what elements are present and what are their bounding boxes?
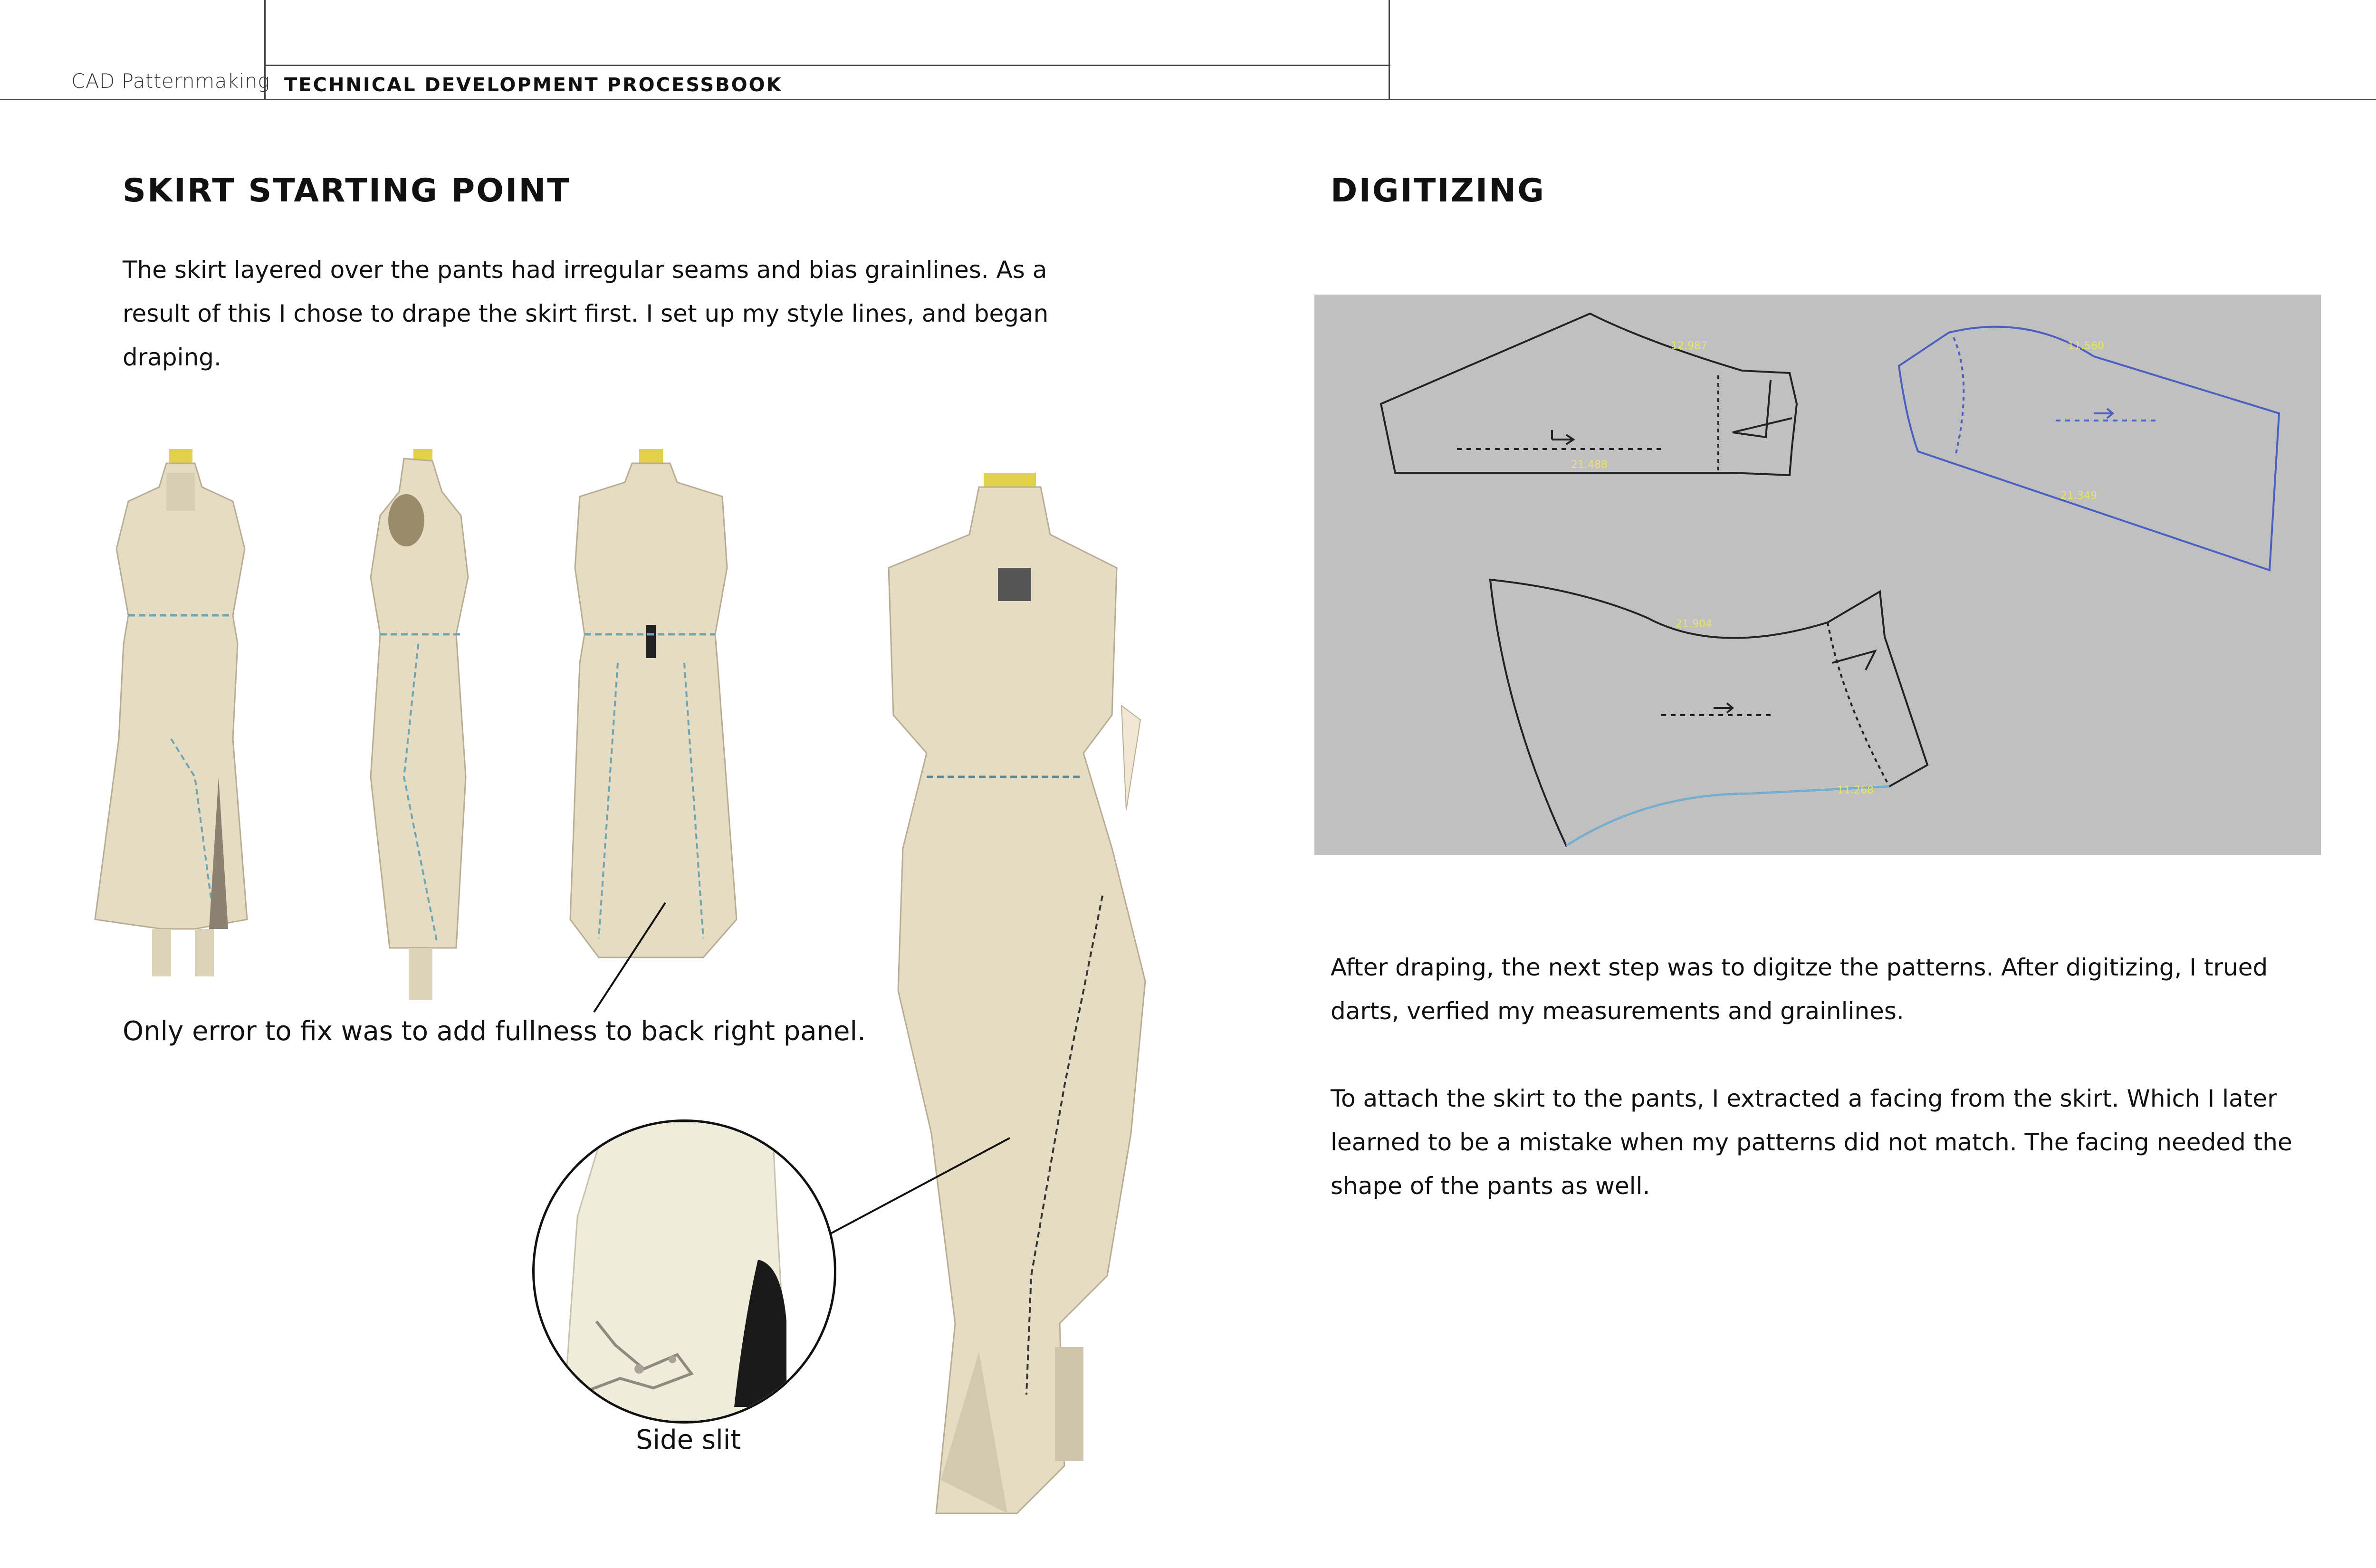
digitized-patterns-panel [1314,295,2321,855]
side-slit-detail-image [535,1122,834,1421]
skirt-heading: SKIRT STARTING POINT [123,172,571,210]
para2-line: shape of the pants as well. [1331,1172,1650,1200]
pattern-piece-2 [1899,327,2279,570]
pattern-piece-1 [1381,314,1797,475]
para1-line: After draping, the next step was to digitze the patterns. After digitizing, I trued [1331,954,2268,981]
svg-text:11.268: 11.268 [1837,784,1874,796]
para2-line: learned to be a mistake when my patterns did not match. The facing needed the [1331,1128,2292,1156]
para1-line: darts, verfied my measurements and grainlines. [1331,997,1904,1025]
pattern-pieces-drawing [1314,295,2321,855]
svg-text:12.987: 12.987 [1671,340,1707,352]
intro-line: The skirt layered over the pants had irregular seams and bias grainlines. As a [123,256,1047,284]
svg-text:21.488: 21.488 [1571,459,1608,471]
svg-text:21.349: 21.349 [2060,490,2097,502]
error-caption: Only error to fix was to add fullness to back right panel. [123,1016,866,1047]
svg-text:21.904: 21.904 [1676,618,1712,630]
side-slit-detail [532,1119,836,1424]
digitizing-heading: DIGITIZING [1331,172,1545,210]
para2-line: To attach the skirt to the pants, I extracted a facing from the skirt. Which I later [1331,1085,2277,1112]
course-name: CAD Patternmaking [71,69,270,93]
svg-text:11.560: 11.560 [2068,340,2104,352]
intro-line: result of this I chose to drape the skirt first. I set up my style lines, and began [123,300,1049,327]
side-slit-caption: Side slit [636,1425,741,1455]
digitizing-paragraph-1 [1331,946,2376,1033]
processbook-title: TECHNICAL DEVELOPMENT PROCESSBOOK [284,74,783,96]
digitizing-paragraph-2 [1331,1077,2376,1208]
intro-line: draping. [123,344,221,371]
